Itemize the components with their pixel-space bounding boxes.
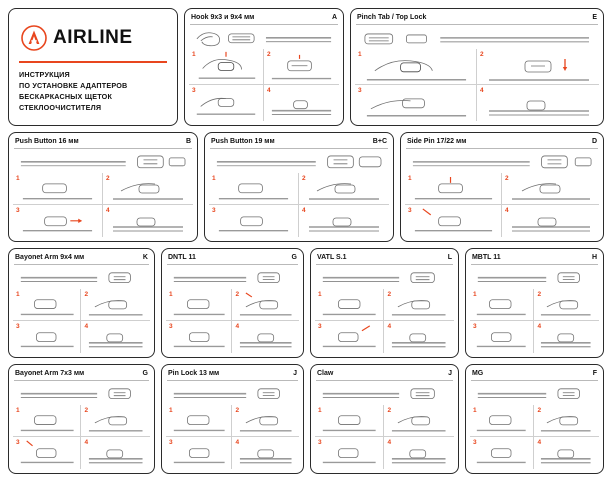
step <box>189 85 264 121</box>
step-number: 3 <box>408 207 412 214</box>
step <box>470 321 535 353</box>
panel-vatl-s1-header <box>311 249 458 262</box>
step-number: 3 <box>358 87 362 94</box>
panel-vatl-s1 <box>310 248 459 358</box>
step-number: 2 <box>537 407 542 414</box>
step <box>232 405 299 437</box>
step-number: 4 <box>387 439 392 446</box>
step <box>355 49 477 85</box>
panel-push-button-16-steps <box>13 173 193 237</box>
step <box>13 405 81 437</box>
step <box>534 437 599 469</box>
brand-panel <box>8 8 178 126</box>
step-number: 2 <box>84 291 89 298</box>
step-number: 1 <box>192 51 196 58</box>
step <box>299 205 389 237</box>
panel-bayonet-arm-9x4-steps <box>13 289 150 353</box>
panel-push-button-16-parts <box>13 149 193 175</box>
step <box>264 85 339 121</box>
panel-side-pin-parts <box>405 149 599 175</box>
step <box>232 321 299 353</box>
step <box>384 321 453 353</box>
panel-pin-lock-13-title: Pin Lock 13 мм <box>167 369 220 377</box>
brand-name: AIRLINE <box>53 27 133 48</box>
step <box>209 173 299 205</box>
sheet-title-line-2: ПО УСТАНОВКЕ АДАПТЕРОВ <box>19 81 128 91</box>
panel-pin-lock-13-parts <box>166 381 299 407</box>
step-number: 2 <box>387 407 392 414</box>
step-number: 4 <box>84 323 89 330</box>
panel-push-button-19-code: B+C <box>372 137 387 145</box>
panel-claw-title: Claw <box>317 369 334 377</box>
step-number: 4 <box>84 439 89 446</box>
panel-pinch-tab-title: Pinch Tab / Top Lock <box>357 13 427 21</box>
panel-claw <box>310 364 459 474</box>
step-number: 4 <box>387 323 392 330</box>
panel-bayonet-arm-7x3-steps <box>13 405 150 469</box>
step-number: 1 <box>318 291 322 298</box>
step-number: 3 <box>16 439 20 446</box>
panel-dntl-11-code: G <box>291 253 297 261</box>
panel-push-button-19-steps <box>209 173 389 237</box>
step <box>502 205 599 237</box>
panel-bayonet-arm-9x4-title: Bayonet Arm 9х4 мм <box>15 253 85 261</box>
panel-bayonet-arm-7x3-title: Bayonet Arm 7х3 мм <box>15 369 85 377</box>
step <box>81 289 150 321</box>
step <box>534 289 599 321</box>
panel-mbtl-11-parts <box>470 265 599 291</box>
panel-mg <box>465 364 604 474</box>
sheet-title-line-4: СТЕКЛООЧИСТИТЕЛЯ <box>19 103 102 113</box>
step-number: 3 <box>168 323 173 330</box>
step-number: 4 <box>537 323 542 330</box>
step <box>13 173 103 205</box>
panel-vatl-s1-steps <box>315 289 454 353</box>
step <box>232 289 299 321</box>
panel-push-button-16-title: Push Button 16 мм <box>15 137 79 145</box>
step-number: 2 <box>505 175 509 182</box>
step <box>384 437 453 469</box>
step <box>13 205 103 237</box>
panel-hook <box>184 8 344 126</box>
panel-mg-steps <box>470 405 599 469</box>
step <box>477 85 599 121</box>
panel-hook-parts <box>189 25 339 51</box>
step <box>232 437 299 469</box>
panel-dntl-11-header <box>162 249 303 262</box>
panel-push-button-19 <box>204 132 394 242</box>
panel-hook-code: A <box>331 13 337 21</box>
step <box>405 205 502 237</box>
step <box>13 437 81 469</box>
panel-mg-code: F <box>592 369 597 377</box>
step <box>315 289 384 321</box>
step-number: 3 <box>318 323 322 330</box>
step-number: 3 <box>168 439 173 446</box>
panel-row-2 <box>8 132 604 242</box>
step <box>355 85 477 121</box>
panel-dntl-11-steps <box>166 289 299 353</box>
panel-push-button-16 <box>8 132 198 242</box>
panel-bayonet-arm-7x3 <box>8 364 155 474</box>
step-number: 4 <box>106 207 110 214</box>
step-number: 2 <box>84 407 89 414</box>
step <box>534 405 599 437</box>
panel-side-pin <box>400 132 604 242</box>
step <box>534 321 599 353</box>
panel-bayonet-arm-7x3-header <box>9 365 154 378</box>
step <box>470 437 535 469</box>
step-number: 1 <box>318 407 322 414</box>
step-number: 1 <box>168 291 173 298</box>
step-number: 2 <box>235 407 240 414</box>
panel-mbtl-11 <box>465 248 604 358</box>
step <box>189 49 264 85</box>
step-number: 3 <box>318 439 322 446</box>
step <box>13 321 81 353</box>
panel-push-button-16-code: B <box>185 137 191 145</box>
step-number: 1 <box>212 175 216 182</box>
step-number: 1 <box>472 407 477 414</box>
step <box>477 49 599 85</box>
panel-mg-parts <box>470 381 599 407</box>
panel-mbtl-11-header <box>466 249 603 262</box>
panel-pinch-tab-header <box>351 9 603 22</box>
panel-row-1 <box>8 8 604 126</box>
step-number: 2 <box>480 51 484 58</box>
panel-vatl-s1-title: VATL S.1 <box>317 253 347 261</box>
panel-side-pin-header <box>401 133 603 146</box>
panel-push-button-19-header <box>205 133 393 146</box>
panel-pin-lock-13 <box>161 364 304 474</box>
panel-side-pin-code: D <box>591 137 597 145</box>
panel-vatl-s1-parts <box>315 265 454 291</box>
step-number: 4 <box>235 323 240 330</box>
brand-divider <box>19 61 167 63</box>
sheet-title-line-3: БЕСКАРКАСНЫХ ЩЕТОК <box>19 92 113 102</box>
step <box>405 173 502 205</box>
step <box>166 437 233 469</box>
panel-mg-header <box>466 365 603 378</box>
panel-push-button-16-header <box>9 133 197 146</box>
panel-mg-title: MG <box>471 369 484 377</box>
step <box>315 321 384 353</box>
panel-dntl-11-parts <box>166 265 299 291</box>
step-number: 3 <box>472 323 477 330</box>
step-number: 1 <box>16 175 20 182</box>
panel-pin-lock-13-steps <box>166 405 299 469</box>
panel-bayonet-arm-9x4 <box>8 248 155 358</box>
step-number: 1 <box>472 291 477 298</box>
step-number: 3 <box>16 323 20 330</box>
step-number: 3 <box>192 87 196 94</box>
panel-mbtl-11-steps <box>470 289 599 353</box>
step-number: 2 <box>235 291 240 298</box>
step-number: 2 <box>387 291 392 298</box>
step-number: 4 <box>537 439 542 446</box>
panel-hook-steps <box>189 49 339 121</box>
step <box>384 289 453 321</box>
panel-claw-code: J <box>448 369 452 377</box>
step <box>13 289 81 321</box>
step-number: 4 <box>235 439 240 446</box>
step-number: 3 <box>472 439 477 446</box>
sheet-title-line-1: ИНСТРУКЦИЯ <box>19 70 70 79</box>
panel-pinch-tab-code: E <box>592 13 597 21</box>
step <box>384 405 453 437</box>
panel-dntl-11 <box>161 248 304 358</box>
panel-bayonet-arm-9x4-header <box>9 249 154 262</box>
step <box>103 173 193 205</box>
step-number: 4 <box>267 87 271 94</box>
step-number: 4 <box>480 87 484 94</box>
panel-hook-header <box>185 9 343 22</box>
panel-side-pin-title: Side Pin 17/22 мм <box>407 137 467 145</box>
panel-row-4 <box>8 364 604 474</box>
panel-claw-steps <box>315 405 454 469</box>
step <box>81 321 150 353</box>
panel-mbtl-11-code: H <box>591 253 597 261</box>
panel-push-button-19-title: Push Button 19 мм <box>211 137 275 145</box>
step <box>470 289 535 321</box>
step-number: 1 <box>408 175 412 182</box>
step-number: 2 <box>302 175 306 182</box>
panel-bayonet-arm-7x3-parts <box>13 381 150 407</box>
panel-claw-parts <box>315 381 454 407</box>
step-number: 4 <box>505 207 509 214</box>
step <box>103 205 193 237</box>
panel-bayonet-arm-9x4-code: K <box>142 253 148 261</box>
step-number: 2 <box>106 175 110 182</box>
step-number: 3 <box>212 207 216 214</box>
step-number: 1 <box>168 407 173 414</box>
panel-vatl-s1-code: L <box>447 253 452 261</box>
step-number: 1 <box>16 291 20 298</box>
step-number: 3 <box>16 207 20 214</box>
panel-side-pin-steps <box>405 173 599 237</box>
step-number: 1 <box>16 407 20 414</box>
step <box>81 437 150 469</box>
airline-a-mark-icon <box>21 25 47 51</box>
panel-row-3 <box>8 248 604 358</box>
brand-lockup <box>21 25 167 51</box>
step <box>166 405 233 437</box>
panel-hook-title: Hook 9х3 и 9х4 мм <box>191 13 255 21</box>
panel-bayonet-arm-7x3-code: G <box>142 369 148 377</box>
panel-dntl-11-title: DNTL 11 <box>167 253 196 261</box>
step <box>299 173 389 205</box>
step <box>315 405 384 437</box>
step-number: 2 <box>267 51 271 58</box>
step <box>315 437 384 469</box>
panel-pin-lock-13-header <box>162 365 303 378</box>
panel-mbtl-11-title: MBTL 11 <box>471 253 501 261</box>
panel-pin-lock-13-code: J <box>293 369 297 377</box>
panel-pinch-tab <box>350 8 604 126</box>
step <box>470 405 535 437</box>
panel-push-button-19-parts <box>209 149 389 175</box>
panel-pinch-tab-steps <box>355 49 599 121</box>
step <box>166 321 233 353</box>
step-number: 2 <box>537 291 542 298</box>
panel-pinch-tab-parts <box>355 25 599 51</box>
step-number: 1 <box>358 51 362 58</box>
panel-bayonet-arm-9x4-parts <box>13 265 150 291</box>
panel-claw-header <box>311 365 458 378</box>
step-number: 4 <box>302 207 306 214</box>
step <box>81 405 150 437</box>
step <box>264 49 339 85</box>
step <box>166 289 233 321</box>
step <box>209 205 299 237</box>
step <box>502 173 599 205</box>
